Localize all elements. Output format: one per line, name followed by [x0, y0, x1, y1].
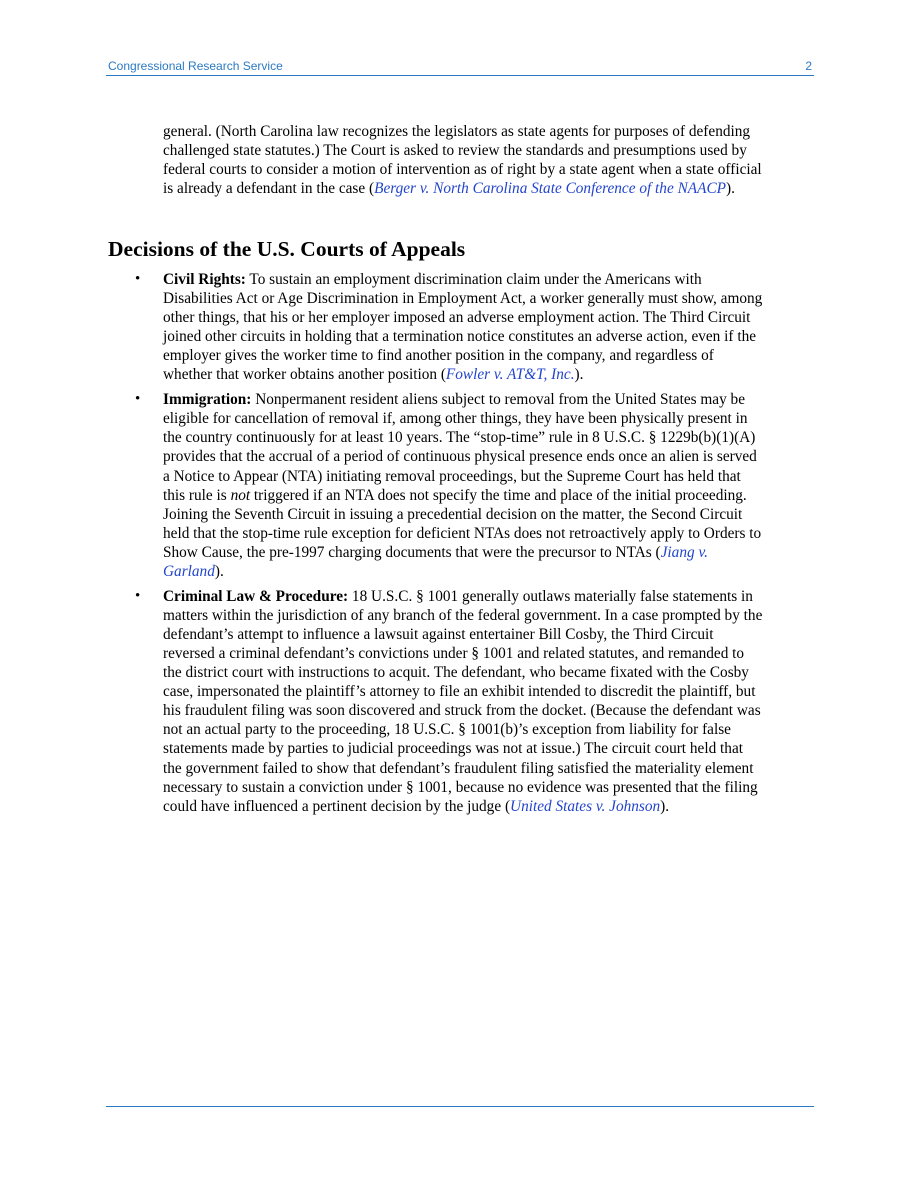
case-link-berger[interactable]: Berger v. North Carolina State Conference of the NAACP: [374, 180, 727, 198]
page-number: 2: [805, 59, 812, 73]
bullet-text-end: ).: [574, 366, 584, 384]
bullet-text: 18 U.S.C. § 1001 generally outlaws materially false statements in matters within the jurisdiction of any branch of the federal government. In a case prompted by the defendant’s attempt to influence a lawsuit against entertainer Bill Cosby, the Third Circuit reversed a criminal defendant’s convictions under § 1001 and related statutes, and remanded to the district court with instructions to acquit. The defendant, who became fixated with the Cosby case, impersonated the plaintiff’s attorney to file an exhibit intended to discredit the plaintiff, but his fraudulent filing was soon discovered and struck from the docket. (Because the defendant was not an actual party to the proceeding, 18 U.S.C. § 1001(b)’s exception from liability for false statements made by parties to judicial proceedings was not at issue.) The circuit court held that the government failed to show that defendant’s fraudulent filing satisfied the materiality element necessary to sustain a conviction under § 1001, because no evidence was presented that the filing could have influenced a pertinent decision by the judge (: [163, 587, 763, 815]
bullet-label: Civil Rights:: [163, 271, 246, 288]
bullet-criminal-law: [135, 587, 763, 816]
bullet-civil-rights: [135, 270, 763, 385]
intro-text: general. (North Carolina law recognizes the legislators as state agents for purposes of defending challenged state statutes.) The Court is asked to review the standards and presumptions used by federal courts to consider a motion of intervention as of right by a state agent when a state official is already a defendant in the case (: [163, 123, 762, 198]
bullet-dot: •: [135, 587, 141, 604]
case-link-jiang[interactable]: Jiang v. Garland: [163, 543, 708, 580]
case-link-fowler[interactable]: Fowler v. AT&T, Inc.: [445, 366, 575, 384]
footer-rule: [106, 1106, 814, 1107]
bullet-immigration: [135, 390, 763, 581]
bullet-text-end: ).: [660, 797, 670, 815]
bullet-list: [135, 270, 763, 821]
case-link-johnson[interactable]: United States v. Johnson: [510, 797, 661, 815]
bullet-dot: •: [135, 271, 141, 287]
bullet-text: Nonpermanent resident aliens subject to removal from the United States may be eligible for cancellation of removal if, among other things, they have been physically present in the country continuously for at least 10 years. The “stop-time” rule in 8 U.S.C. § 1229b(b)(1)(A) provides that the accrual of a period of continuous physical presence ends once an alien is served a Notice to Appear (NTA) initiating removal proceedings, but the Supreme Court has held that this rule is: [163, 391, 757, 504]
bullet-text-end: ).: [214, 563, 224, 580]
intro-paragraph: [163, 122, 763, 198]
page-header: [106, 57, 814, 76]
bullet-text-continued: triggered if an NTA does not specify the time and place of the initial proceeding. Joining the Seventh Circuit in issuing a precedential decision on the matter, the Second Circuit held that the stop-time rule exception for deficient NTAs does not retroactively apply to Orders to Show Cause, the pre-1997 charging documents that were the precursor to NTAs (: [163, 486, 762, 561]
bullet-label: Immigration:: [163, 391, 252, 409]
bullet-text: To sustain an employment discrimination claim under the Americans with Disabilities Act or Age Discrimination in Employment Act, a worker generally must show, among other things, that his or her employer imposed an adverse employment action. The Third Circuit joined other circuits in holding that a termination notice constitutes an adverse action, even if the employer gives the worker time to find another position in the company, and regardless of whether that worker obtains another position (: [163, 271, 763, 384]
bullet-label: Criminal Law & Procedure:: [163, 587, 349, 605]
section-title: Decisions of the U.S. Courts of Appeals: [108, 237, 466, 261]
bullet-dot: •: [135, 391, 141, 408]
bullet-emphasis: not: [230, 486, 251, 504]
intro-text-end: ).: [726, 180, 735, 198]
organization-name: Congressional Research Service: [108, 59, 283, 73]
